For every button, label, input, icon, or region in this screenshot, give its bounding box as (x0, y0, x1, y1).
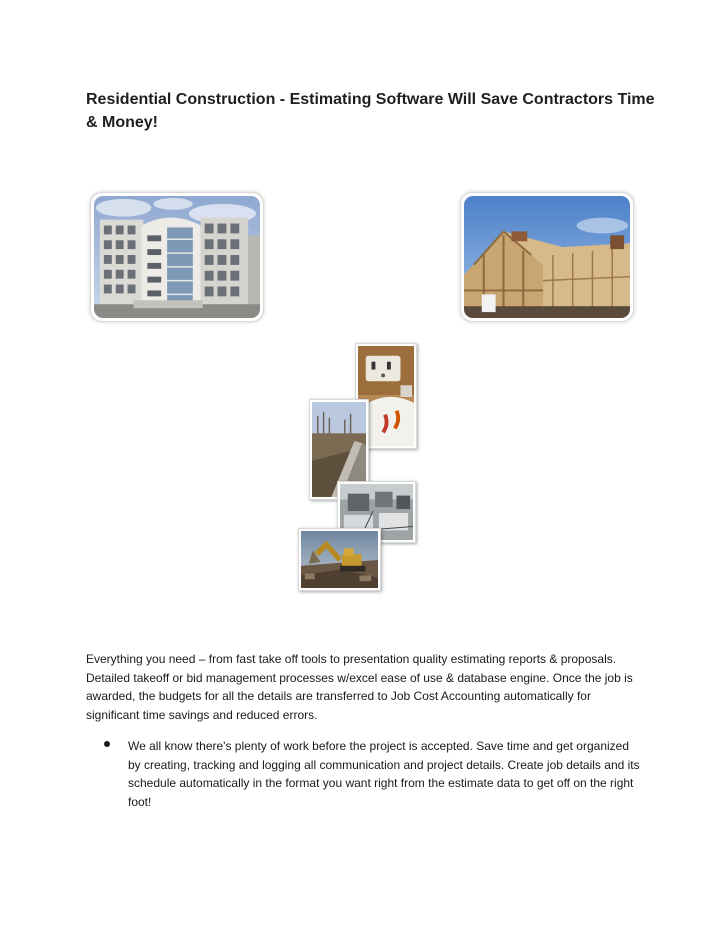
intro-paragraph: Everything you need – from fast take off tools to presentation quality estimating reports & proposals. Detailed takeoff or bid management processes w/excel ease of use & database engine. Once the job is awarded, the budgets for all the details are transferred to Job Cost Accounting automatically for significant time savings and reduced errors. (86, 652, 633, 722)
bullet-text: We all know there's plenty of work before the project is accepted. Save time and get organized by creating, tracking and logging all communication and project details. Create job details and its schedule automatically in the format you want right from the estimate data to get off on the right foot! (128, 739, 640, 809)
excavator-photo (298, 528, 381, 591)
house-framing-photo (460, 192, 634, 322)
bullet-icon (104, 741, 110, 747)
document-title: Residential Construction - Estimating Software Will Save Contractors Time & Money! (86, 91, 655, 131)
list-item (100, 737, 645, 811)
bullet-list (100, 737, 645, 811)
apartment-building-photo (90, 192, 264, 322)
